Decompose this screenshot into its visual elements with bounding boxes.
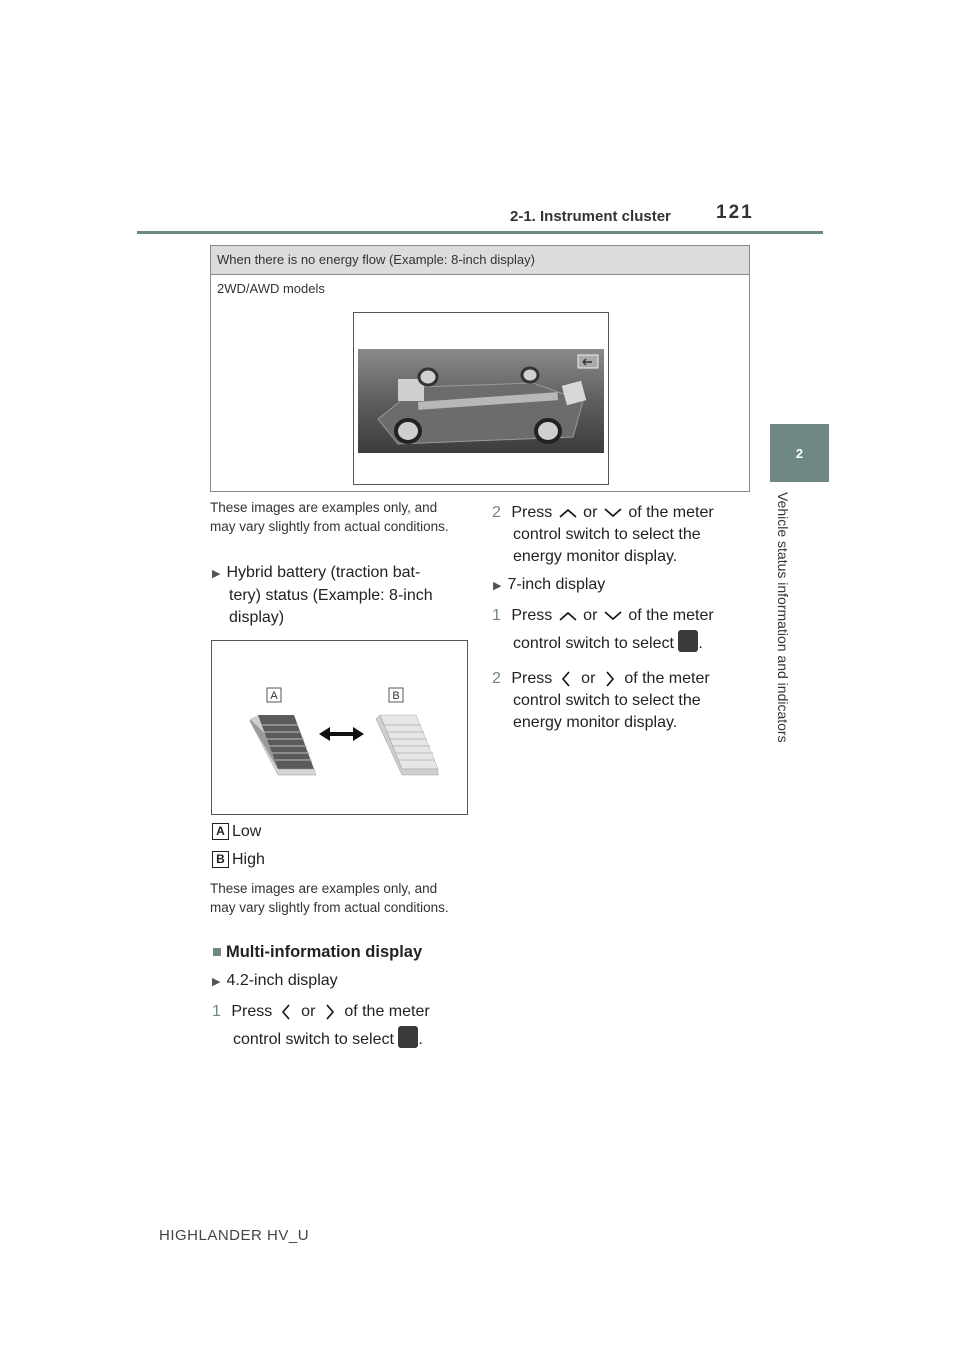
legend-low <box>212 821 261 843</box>
battery-status-figure <box>211 640 468 815</box>
step-press: Press <box>511 607 553 624</box>
step-or: or <box>583 607 598 624</box>
step-press: Press <box>231 1003 273 1020</box>
section-title: 2-1. Instrument cluster <box>510 208 671 225</box>
subsection-heading <box>212 941 422 963</box>
chevron-left-icon <box>557 670 577 688</box>
step-end: . <box>418 1031 423 1049</box>
legend-key-a: A <box>212 823 229 840</box>
bullet-line-2: tery) status (Example: 8-inch <box>229 587 433 604</box>
step-line-2: control switch to select the <box>513 526 701 543</box>
bullet-hybrid-battery <box>212 562 467 629</box>
square-bullet-icon: ■ <box>212 943 222 961</box>
step-rest: of the meter <box>624 670 710 687</box>
triangle-bullet-icon: ▶ <box>493 580 502 592</box>
step-line-2: control switch to select the <box>513 692 701 709</box>
step-number: 1 <box>212 1003 221 1020</box>
triangle-bullet-icon: ▶ <box>212 976 221 988</box>
bullet-7-inch-text: 7-inch display <box>507 576 606 593</box>
bullet-7-inch <box>493 574 605 597</box>
energy-monitor-figure <box>353 312 609 485</box>
bullet-4-2-display <box>212 970 338 993</box>
footer-model: HIGHLANDER HV_U <box>159 1227 310 1244</box>
header-rule <box>137 231 823 234</box>
energy-flow-panel <box>210 245 750 492</box>
step-line-3: energy monitor display. <box>513 714 678 731</box>
step-or: or <box>583 504 598 521</box>
battery-low-icon <box>250 715 316 775</box>
step-press: Press <box>511 670 553 687</box>
step-or: or <box>581 670 596 687</box>
battery-high-icon <box>376 715 438 775</box>
step-rest: of the meter <box>628 607 714 624</box>
step-line-2-text: control switch to select <box>233 1031 394 1049</box>
example-note-2: These images are examples only, and may vary slightly from actual conditions. <box>210 881 449 915</box>
page-number: 121 <box>716 202 754 223</box>
vehicle-info-icon <box>678 630 698 652</box>
fig-label-a: A <box>270 690 278 702</box>
triangle-bullet-icon: ▶ <box>212 568 221 580</box>
step-number: 2 <box>492 504 501 521</box>
step-1-7-inch <box>492 605 752 655</box>
chevron-right-icon <box>600 670 620 688</box>
step-or: or <box>301 1003 316 1020</box>
chevron-up-icon <box>557 608 579 624</box>
step-2-7-inch <box>492 668 752 734</box>
chapter-number: 2 <box>795 445 804 461</box>
step-line-3: energy monitor display. <box>513 548 678 565</box>
legend-low-text: Low <box>232 823 262 840</box>
energy-flow-subheading: 2WD/AWD models <box>217 281 325 296</box>
chapter-tab <box>770 424 829 482</box>
chapter-label: Vehicle status information and indicators <box>775 492 791 743</box>
step-end: . <box>698 635 703 653</box>
fig-label-b: B <box>392 690 400 702</box>
chevron-right-icon <box>320 1003 340 1021</box>
step-rest: of the meter <box>344 1003 430 1020</box>
legend-high-text: High <box>232 851 265 868</box>
subsection-title: Multi-information display <box>225 943 423 961</box>
vehicle-info-icon <box>398 1026 418 1048</box>
double-arrow-icon <box>319 727 364 741</box>
bullet-4-2-text: 4.2-inch display <box>226 972 338 989</box>
legend-key-b: B <box>212 851 229 868</box>
step-rest: of the meter <box>628 504 714 521</box>
chevron-down-icon <box>602 608 624 624</box>
step-line-2 <box>513 633 752 655</box>
bullet-line-3: display) <box>229 609 285 626</box>
step-line-2 <box>233 1029 472 1051</box>
example-note-1: These images are examples only, and may vary slightly from actual conditions. <box>210 500 449 534</box>
chevron-down-icon <box>602 505 624 521</box>
step-1-4-2 <box>212 1001 472 1051</box>
vehicle-energy-screen-image <box>358 349 604 453</box>
step-2-8-inch <box>492 502 752 568</box>
legend-high <box>212 849 265 871</box>
battery-diagram <box>212 641 467 814</box>
chevron-left-icon <box>277 1003 297 1021</box>
energy-flow-heading: When there is no energy flow (Example: 8-inch display) <box>211 246 749 275</box>
bullet-line-1: Hybrid battery (traction bat- <box>226 564 421 581</box>
step-line-2-text: control switch to select <box>513 635 674 653</box>
chevron-up-icon <box>557 505 579 521</box>
step-press: Press <box>511 504 553 521</box>
step-number: 1 <box>492 607 501 624</box>
step-number: 2 <box>492 670 501 687</box>
